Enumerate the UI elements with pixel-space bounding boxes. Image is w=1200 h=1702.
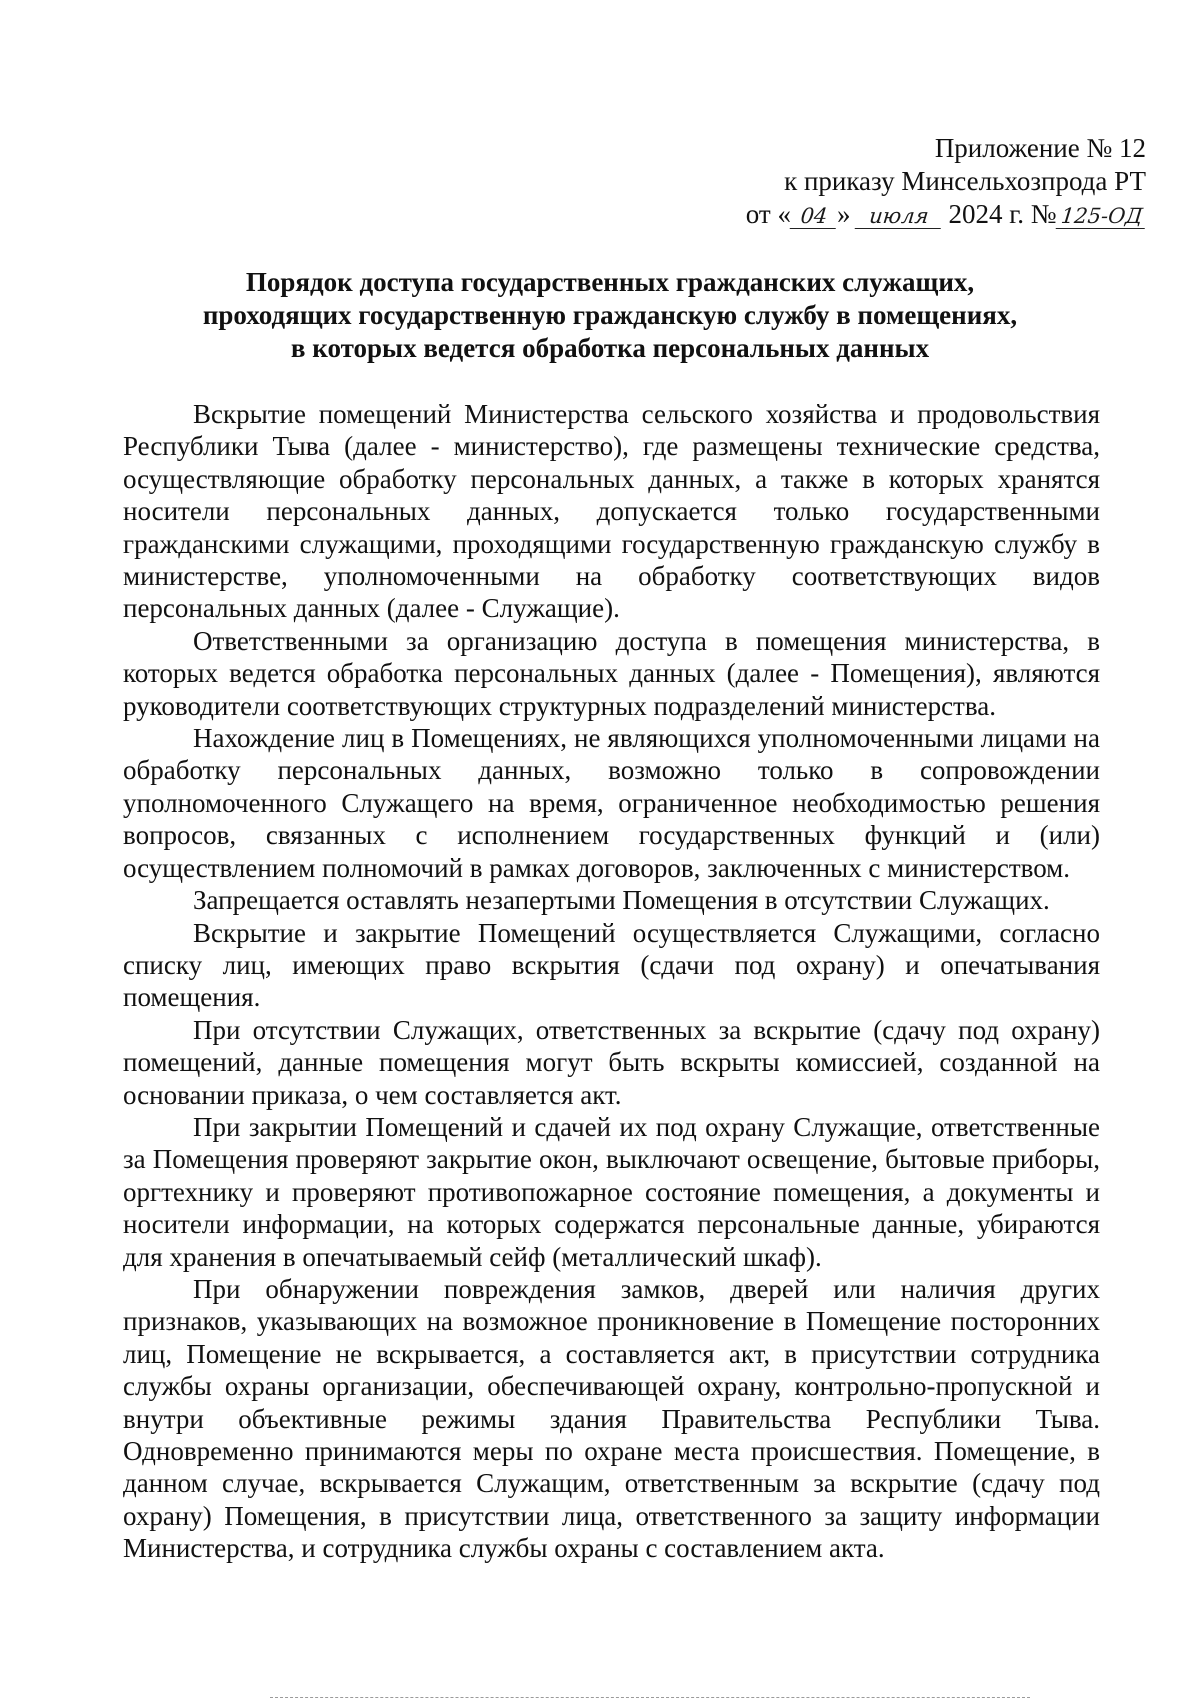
appendix-header: [746, 132, 1146, 231]
handwritten-order-number: 125-ОД: [1055, 204, 1147, 229]
page-bottom-divider: [270, 1697, 1030, 1698]
paragraph: При обнаружении повреждения замков, дверей или наличия других признаков, указывающих на возможное проникновение в Помещение посторонних лиц, Помещение не вскрывается, а составляется акт, в присутствии сотрудника службы охраны организации, обеспечивающей охрану, контрольно-пропускной и внутри объективные режимы здания Правительства Республики Тыва. Одновременно принимаются меры по охране места происшествия. Помещение, в данном случае, вскрывается Служащим, ответственным за вскрытие (сдачу под охрану) Помещения, в присутствии лица, ответственного за защиту информации Министерства, и сотрудника службы охраны с составлением акта.: [123, 1273, 1100, 1564]
appendix-number: Приложение № 12: [934, 133, 1146, 163]
paragraph: При закрытии Помещений и сдачей их под охрану Служащие, ответственные за Помещения проверяют закрытие окон, выключают освещение, бытовые приборы, оргтехнику и проверяют противопожарное состояние помещения, а документы и носители информации, на которых содержатся персональные данные, убираются для хранения в опечатываемый сейф (металлический шкаф).: [123, 1111, 1100, 1272]
date-prefix: от «: [745, 199, 791, 229]
title-line-1: Порядок доступа государственных гражданских служащих,: [245, 267, 975, 297]
paragraph: Вскрытие и закрытие Помещений осуществляется Служащими, согласно списку лиц, имеющих право вскрытия (сдачи под охрану) и опечатывания помещения.: [123, 917, 1100, 1013]
date-mid: »: [836, 199, 851, 229]
title-line-2: проходящих государственную гражданскую службу в помещениях,: [202, 300, 1018, 330]
paragraph: Ответственными за организацию доступа в помещения министерства, в которых ведется обработка персональных данных (далее - Помещения), являются руководители соответствующих структурных подразделений министерства.: [123, 625, 1100, 721]
paragraph: Вскрытие помещений Министерства сельского хозяйства и продовольствия Республики Тыва (далее - министерство), где размещены технические средства, осуществляющие обработку персональных данных, а также в которых хранятся носители персональных данных, допускается только государственными гражданскими служащими, проходящими государственную гражданскую службу в министерстве, уполномоченными на обработку соответствующих видов персональных данных (далее - Служащие).: [123, 399, 1100, 624]
paragraph: При отсутствии Служащих, ответственных за вскрытие (сдачу под охрану) помещений, данные помещения могут быть вскрыты комиссией, созданной на основании приказа, о чем составляется акт.: [123, 1014, 1100, 1110]
title-line-3: в которых ведется обработка персональных данных: [290, 333, 930, 363]
date-year: 2024 г. №: [948, 199, 1057, 229]
paragraph: Запрещается оставлять незапертыми Помещения в отсутствии Служащих.: [193, 885, 1050, 916]
paragraph: Нахождение лиц в Помещениях, не являющихся уполномоченными лицами на обработку персональных данных, возможно только в сопровождении уполномоченного Служащего на время, ограниченное необходимостью решения вопросов, связанных с исполнением государственных функций и (или) осуществлением полномочий в рамках договоров, заключенных с министерством.: [123, 723, 1100, 883]
order-reference: к приказу Минсельхозпрода РТ: [784, 166, 1146, 196]
handwritten-month: июля: [855, 204, 944, 229]
document-body: [123, 398, 1100, 1565]
document-title: [118, 266, 1102, 365]
handwritten-day: 04: [790, 204, 839, 229]
order-date-line: [746, 198, 1146, 231]
